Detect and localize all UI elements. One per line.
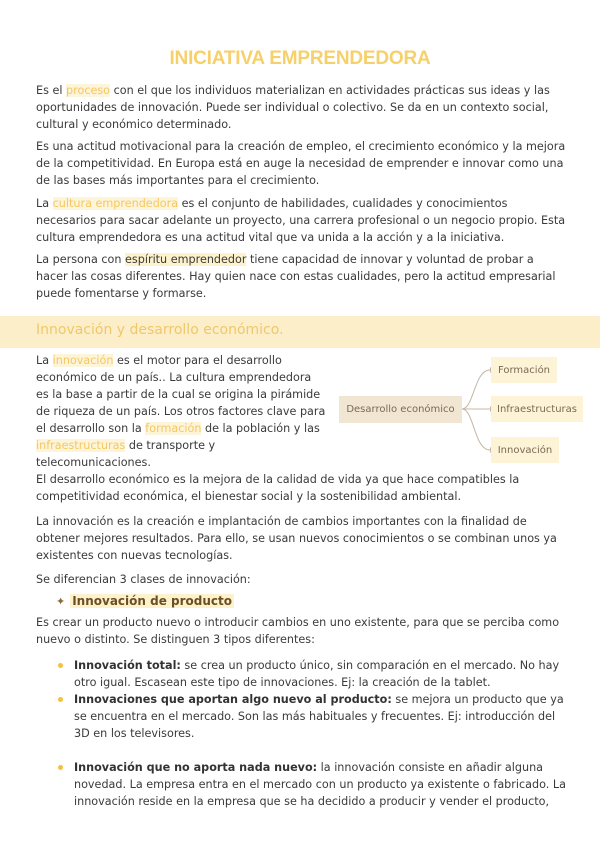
- diagram-node-formacion: Formación: [491, 357, 557, 383]
- bullet-dot-icon: [58, 697, 63, 702]
- paragraph-innovacion-def: La innovación es la creación e implantación de cambios importantes con la finalidad de obtener mejores resultados. Para ello, se usan nuevos conocimientos o se combinan unos ya existentes con nuevas tecnologías.: [36, 515, 557, 562]
- subheading-innovacion-producto: ✦ Innovación de producto: [56, 594, 233, 608]
- list-item: Innovación total: se crea un producto único, sin comparación en el mercado. No hay otro igual. Escasean este tipo de innovaciones. Ej: la creación de la tablet.: [56, 657, 568, 691]
- paragraph-espiritu: La persona con espíritu emprendedor tiene capacidad de innovar y voluntad de probar a hacer las cosas diferentes. Hay quien nace con estas cualidades, pero la actitud empresarial puede fomentarse y formarse.: [36, 253, 556, 300]
- paragraph-proceso: Es el proceso con el que los individuos materializan en actividades prácticas sus ideas y las oportunidades de innovación. Puede ser individual o colectivo. Se da en un contexto social, cultural y económico determinado.: [36, 84, 550, 131]
- highlight-cultura: cultura emprendedora: [52, 197, 179, 210]
- list-item: Innovación que no aporta nada nuevo: la innovación consiste en añadir alguna novedad. La empresa entra en el mercado con un producto ya existente o fabricado. La innovación reside en la empresa que se ha decidido a producir y vender el producto,: [56, 759, 568, 810]
- bullet-dot-icon: [58, 765, 63, 770]
- highlight-proceso: proceso: [66, 84, 111, 97]
- paragraph-innovacion-motor: La innovación es el motor para el desarrollo económico de un país.. La cultura emprendedora es la base a partir de la cual se origina la pirámide de riqueza de un país. Los otros factores clave para el desarrollo son la formación de la población y las infraestructuras de transporte y telecomunicaciones.: [36, 354, 326, 469]
- diagram-node-infraestructuras: Infraestructuras: [491, 396, 583, 422]
- paragraph-cultura: La cultura emprendedora es el conjunto de habilidades, cualidades y conocimientos necesarios para sacar adelante un proyecto, una carrera profesional o un negocio propio. Esta cultura emprendedora es una actitud vital que va unida a la acción y a la iniciativa.: [36, 197, 566, 244]
- paragraph-actitud: Es una actitud motivacional para la creación de empleo, el crecimiento económico y la mejora de la competitividad. En Europa está en auge la necesidad de emprender e innovar como una de las bases más importantes para el crecimiento.: [36, 140, 566, 187]
- highlight-formacion: formación: [145, 422, 202, 435]
- star-icon: ✦: [56, 594, 66, 608]
- highlight-espiritu: espíritu emprendedor: [125, 253, 247, 266]
- paragraph-producto: Es crear un producto nuevo o introducir cambios en uno existente, para que se perciba como nuevo o distinto. Se distinguen 3 tipos diferentes:: [36, 616, 560, 646]
- page-title: INICIATIVA EMPRENDEDORA: [169, 48, 431, 69]
- diagram-node-innovacion: Innovación: [491, 437, 559, 463]
- paragraph-clases: Se diferencian 3 clases de innovación:: [36, 573, 251, 586]
- list-item: Innovaciones que aportan algo nuevo al producto: se mejora un producto que ya se encuentra en el mercado. Son las más habituales y frecuentes. Ej: introducción del 3D en los televisores.: [56, 691, 568, 742]
- section-title: Innovación y desarrollo económico.: [36, 322, 284, 338]
- bullet-list: [56, 657, 568, 810]
- highlight-infraestructuras: infraestructuras: [36, 439, 126, 452]
- diagram-center-node: Desarrollo económico: [339, 396, 462, 423]
- bullet-dot-icon: [58, 663, 63, 668]
- highlight-innovacion: innovación: [52, 354, 114, 367]
- paragraph-desarrollo: El desarrollo económico es la mejora de la calidad de vida ya que hace compatibles la competitividad económica, el bienestar social y la sostenibilidad ambiental.: [36, 473, 520, 503]
